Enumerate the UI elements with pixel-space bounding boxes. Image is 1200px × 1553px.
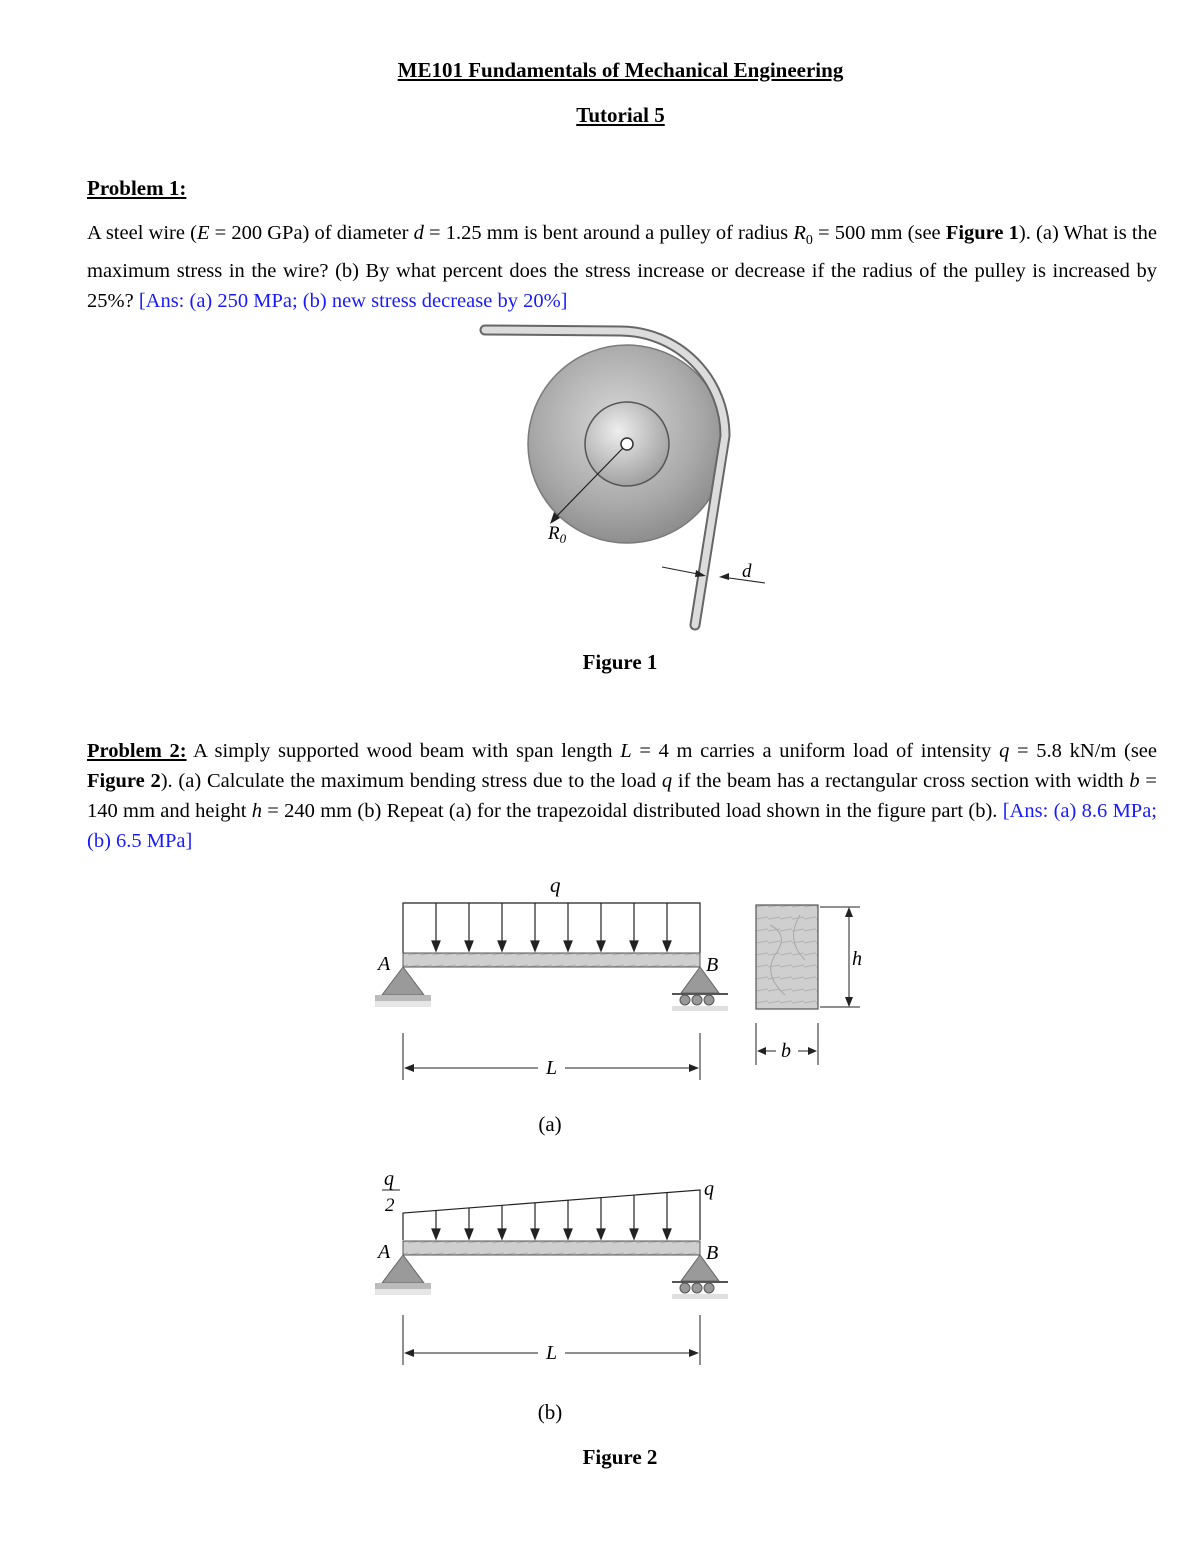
span-L-label-a: L [546, 1057, 558, 1079]
p2-b-symbol: b [1129, 770, 1140, 792]
uniform-load-arrows [432, 903, 671, 951]
figure-1-pulley-diagram [470, 315, 790, 635]
p1-d-symbol: d [413, 222, 424, 244]
p2-text-e: if the beam has a rectangular cross section with width [672, 770, 1130, 792]
support-A-label-b: A [378, 1241, 391, 1263]
p2-q-symbol-2: q [661, 770, 673, 792]
p2-text-c: = 5.8 kN/m (see [1009, 740, 1157, 762]
p2-figure-ref: Figure 2 [87, 770, 161, 792]
diameter-label: d [742, 561, 752, 582]
cross-section [756, 905, 818, 1009]
beam-b [403, 1241, 700, 1255]
problem-1-text [87, 218, 1157, 316]
p1-text-c: = 1.25 mm is bent around a pulley of radius [423, 222, 794, 244]
p1-text-a: A steel wire ( [87, 222, 197, 244]
half-load-denominator: 2 [385, 1195, 395, 1216]
beam-a [403, 953, 700, 967]
p1-text-b: = 200 GPa) of diameter [209, 222, 414, 244]
span-L-label-b: L [546, 1342, 558, 1364]
problem-2-text [87, 736, 1157, 856]
figure-2a-label: (a) [538, 1112, 562, 1136]
problem-2-heading: Problem 2: [87, 740, 187, 762]
load-q-label: q [550, 873, 561, 897]
radius-label: $R_0$ [548, 523, 567, 546]
p1-text-e: ). (a) What is the maximum stress in the wire? (b) By what percent does the stress increase or decrease if the radius of the pulley is increased by 25%? [87, 222, 1157, 313]
figure-2-caption: Figure 2 [582, 1445, 658, 1469]
p1-R-subscript: 0 [805, 233, 813, 249]
support-B-label-b: B [706, 1242, 719, 1264]
p1-figure-ref: Figure 1 [945, 222, 1019, 244]
half-load-numerator: q [384, 1168, 394, 1190]
figure-2a-uniform-load-beam [360, 865, 880, 1095]
p2-text-b: = 4 m carries a uniform load of intensity [631, 740, 1000, 762]
p2-text-f: = 140 mm and height [87, 770, 1157, 822]
p2-q-symbol: q [999, 740, 1010, 762]
p1-answer: [Ans: (a) 250 MPa; (b) new stress decrease by 20%] [138, 290, 568, 313]
width-b-label: b [781, 1040, 791, 1062]
p2-L-symbol: L [620, 740, 632, 762]
figure-2b-trapezoidal-load-beam [360, 1165, 760, 1375]
problem-1-heading: Problem 1: [87, 176, 187, 200]
height-h-label: h [852, 948, 862, 970]
p2-text-d: ). (a) Calculate the maximum bending stress due to the load [160, 770, 662, 792]
p2-h-symbol: h [251, 800, 262, 822]
course-title: ME101 Fundamentals of Mechanical Engineering [397, 58, 844, 82]
trapezoidal-load-arrows [432, 1193, 671, 1239]
p2-text-a: A simply supported wood beam with span length [186, 740, 621, 762]
p1-text-d: = 500 mm (see [812, 222, 946, 244]
p2-text-g: = 240 mm (b) Repeat (a) for the trapezoidal distributed load shown in the figure part (b). [261, 800, 1003, 822]
tutorial-title: Tutorial 5 [576, 103, 665, 127]
p2-answer: [Ans: (a) 8.6 MPa; (b) 6.5 MPa] [87, 800, 1158, 852]
full-load-label: q [704, 1178, 714, 1200]
p1-E-symbol: E [196, 222, 210, 244]
support-B-label: B [706, 954, 719, 976]
support-A-label: A [378, 953, 391, 975]
figure-2b-label: (b) [537, 1400, 563, 1424]
p1-R-symbol: R [793, 222, 806, 244]
figure-1-caption: Figure 1 [582, 650, 658, 674]
